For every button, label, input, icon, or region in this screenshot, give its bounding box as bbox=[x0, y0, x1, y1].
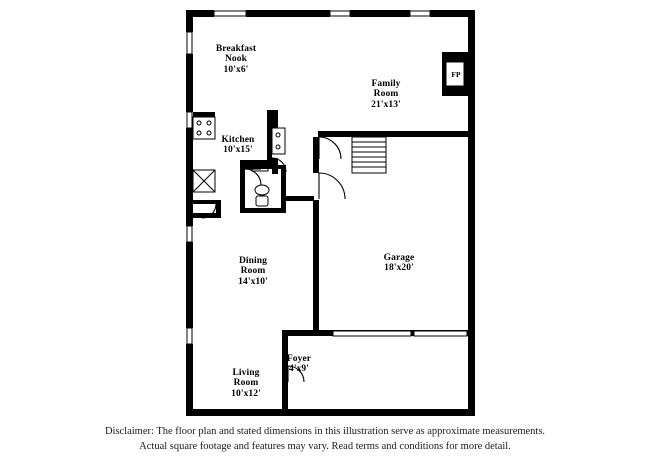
room-label-breakfast-nook: Breakfast Nook 10'x6' bbox=[215, 43, 257, 75]
room-label-dining-room: Dining Room 14'x10' bbox=[238, 255, 268, 287]
garage-doors bbox=[333, 331, 467, 336]
fireplace-label: FP bbox=[451, 70, 461, 79]
disclaimer-line-1: Disclaimer: The floor plan and stated dimensions in this illustration serve as approximate measurements. bbox=[104, 426, 546, 437]
disclaimer bbox=[0, 424, 650, 454]
disclaimer-line-2: Actual square footage and features may vary. Read terms and conditions for more detail. bbox=[139, 441, 511, 453]
room-label-family-room: Family Room 21'x13' bbox=[371, 78, 401, 110]
room-label-garage: Garage 18'x20' bbox=[383, 252, 415, 274]
staircase bbox=[352, 137, 386, 173]
room-label-living-room: Living Room 10'x12' bbox=[231, 367, 261, 399]
room-label-foyer: Foyer 4'x9' bbox=[286, 353, 312, 375]
room-label-kitchen: Kitchen 10'x15' bbox=[221, 134, 255, 156]
